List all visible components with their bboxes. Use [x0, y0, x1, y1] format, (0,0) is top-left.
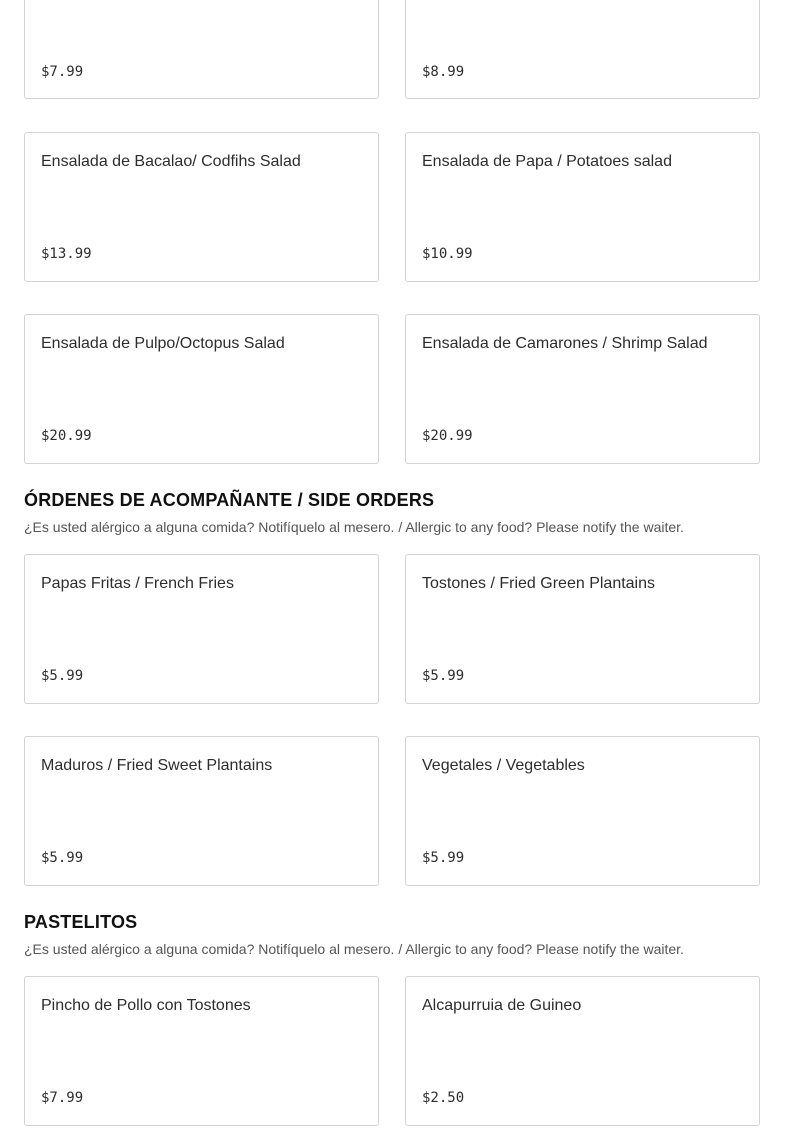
item-name: Vegetales / Vegetables: [422, 757, 585, 774]
menu-item-card[interactable]: [24, 0, 379, 99]
menu-item-card[interactable]: [24, 132, 379, 282]
item-price: $7.99: [41, 1090, 84, 1106]
item-price: $13.99: [41, 246, 92, 262]
section-title-pastelitos: PASTELITOS: [24, 912, 138, 932]
item-name: Tostones / Fried Green Plantains: [422, 575, 656, 592]
menu-item-card[interactable]: [24, 314, 379, 464]
section-title-side-orders: ÓRDENES DE ACOMPAÑANTE / SIDE ORDERS: [24, 490, 435, 510]
item-price: $10.99: [422, 246, 473, 262]
allergy-note: ¿Es usted alérgico a alguna comida? Notifíquelo al mesero. / Allergic to any food? Please notify the waiter.: [24, 941, 684, 957]
item-name: Papas Fritas / French Fries: [41, 575, 234, 592]
menu-item-card[interactable]: [405, 314, 760, 464]
item-price: $5.99: [41, 668, 84, 684]
menu-item-card[interactable]: [24, 976, 379, 1126]
item-name: Maduros / Fried Sweet Plantains: [41, 757, 273, 774]
menu-item-card[interactable]: [24, 554, 379, 704]
item-name: Ensalada de Papa / Potatoes salad: [422, 153, 672, 170]
item-price: $20.99: [41, 428, 92, 444]
item-price: $8.99: [422, 64, 465, 80]
item-price: $5.99: [422, 668, 465, 684]
menu-item-card[interactable]: [405, 0, 760, 99]
menu-item-card[interactable]: [24, 736, 379, 886]
menu-item-card[interactable]: [405, 554, 760, 704]
item-price: $2.50: [422, 1090, 465, 1106]
menu-item-card[interactable]: [405, 976, 760, 1126]
allergy-note: ¿Es usted alérgico a alguna comida? Notifíquelo al mesero. / Allergic to any food? Please notify the waiter.: [24, 519, 684, 535]
item-price: $5.99: [422, 850, 465, 866]
menu-item-card[interactable]: [405, 736, 760, 886]
item-name: Ensalada de Bacalao/ Codfihs Salad: [41, 153, 301, 170]
item-price: $7.99: [41, 64, 84, 80]
menu-item-card[interactable]: [405, 132, 760, 282]
item-name: Pincho de Pollo con Tostones: [41, 997, 251, 1014]
item-price: $20.99: [422, 428, 473, 444]
item-price: $5.99: [41, 850, 84, 866]
item-name: Ensalada de Camarones / Shrimp Salad: [422, 335, 708, 352]
item-name: Ensalada de Pulpo/Octopus Salad: [41, 335, 285, 352]
item-name: Alcapurruia de Guineo: [422, 997, 582, 1014]
